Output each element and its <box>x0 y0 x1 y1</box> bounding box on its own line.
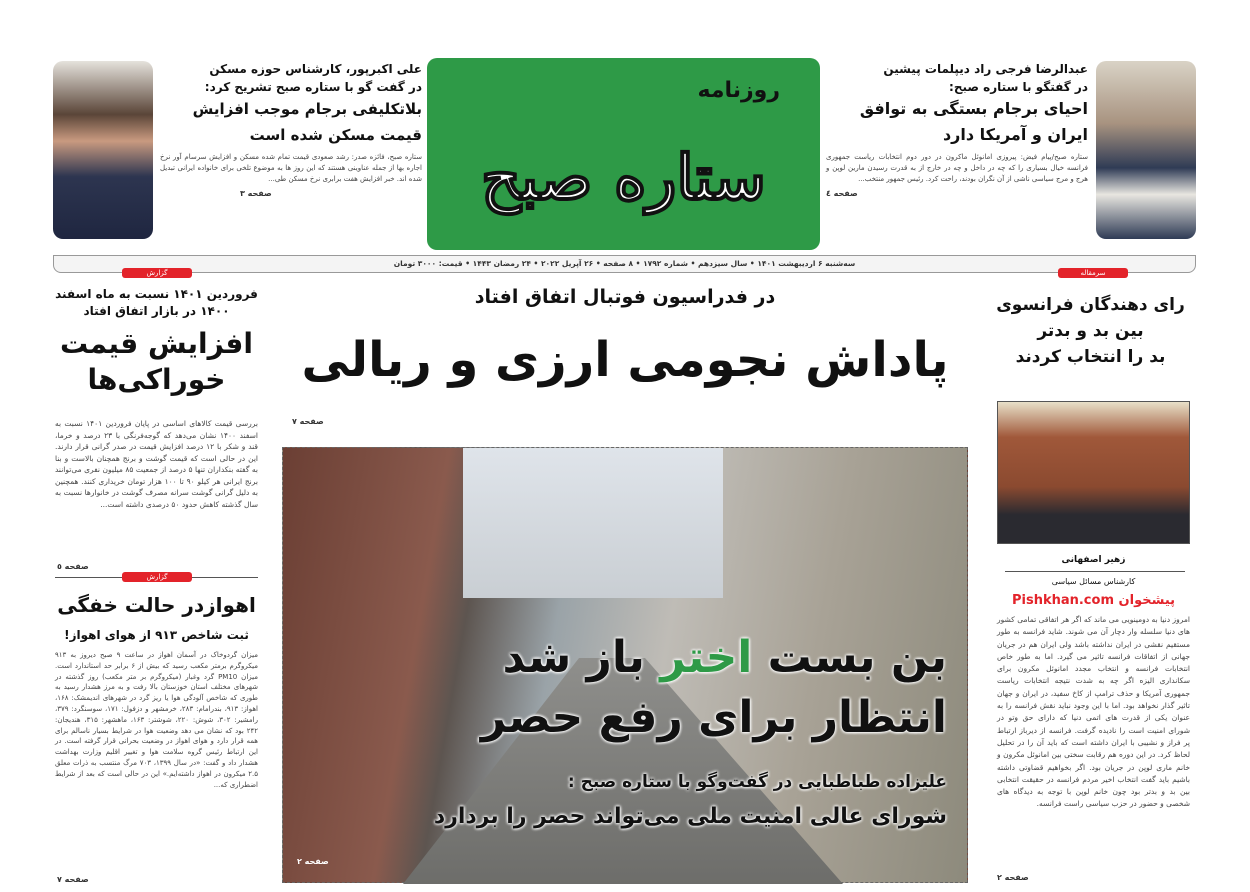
story-text: ستاره صبح، فائزه صدر: رشد صعودی قیمت تمام شده مسکن و افزایش سرسام آور نرخ اجاره بها از جمله عناوینی هستند که این روز ها به موضوع تلخی برای خانواده ایرانی تبدیل شده اند. خبر افزایش هفت برابری نرخ مسکن طی... <box>160 153 422 183</box>
farjirad-photo <box>1096 61 1196 239</box>
logo: ستاره صبح <box>481 141 766 214</box>
headline: ایران و آمریکا دارد <box>942 125 1088 144</box>
headline: احیای برجام بستگی به توافق <box>859 99 1088 118</box>
section-tag: سرمقاله <box>1058 268 1128 278</box>
photo-headline: باز شد <box>502 632 661 683</box>
main-kicker: در فدراسیون فوتبال اتفاق افتاد <box>474 286 776 308</box>
photo-subheadline: شورای عالی امنیت ملی می‌تواند حصر را بردارد <box>433 804 947 829</box>
photo-headline-green: اختر <box>660 632 753 683</box>
page-ref: صفحه ۲ <box>997 873 1029 882</box>
headline: قیمت مسکن شده است <box>249 126 422 144</box>
masthead[interactable] <box>427 58 820 250</box>
food-text: بررسی قیمت کالاهای اساسی در پایان فروردین ۱۴۰۱ نسبت به اسفند ۱۴۰۰ نشان می‌دهد که گوجه‌فرنگی با ۲۳ درصد و خرما، قند و شکر با ۱۲ درصد افزایش قیمت در صدر گرانی قرار دارند. این در حالی است که قیمت گوشت و برنج همچنان بالاست و بنا به گفته بنکداران تنها ۵ درصد از جمعیت ۸۵ میلیون نفری می‌توانند برنج ایرانی هر کیلو ۹۰ تا ۱۰۰ هزار تومان خریداری کنند. همچنین به دلیل گرانی گوشت سرانه مصرف گوشت در خانوارها نسبت به سال گذشته کاهش حدود ۵۰ درصدی داشته است... <box>55 419 258 509</box>
food-headline: خوراکی‌ها <box>87 363 226 396</box>
ahvaz-text: میزان گردوخاک در آسمان اهواز در ساعت ۹ صبح دیروز به ۹۱۳ میکروگرم برمتر مکعب رسید که بیش از ۶ برابر حد استاندارد است. میزان PM10 گرد وغبار (میکروگرم بر متر مکعب) روز گذشته در شهرهای مختلف استان خوزستان بالا رفت و به مرز هشدار رسید به طوری که شاخص آلودگی هوا یا ریز گرد در شهرهای اندیمشک: ۱۶۸، اهواز: ۹۱۳، بندرامام: ۲۸۳، خرمشهر و دزفول: ۱۷۱، سوسنگرد: ۳۷۹، رامشیر: ۳۰۲، شوش: ۲۲۰، شوشتر: ۱۶۳، ماهشهر: ۳۱۵، هندیجان: ۲۴۲ بود که نشان می دهد وضعیت هوا در شرایط بسیار ناسالم برای همه قرار دارد و هوای اهواز در وضعیت بحرانی قرار گرفته است. در این ارتباط رئیس گروه سلامت هوا و تغییر اقلیم وزارت بهداشت هشدار داد و گفت: «در سال ۱۳۹۹، ۷۰۳ مرگ منتسب به ذرات معلق ۲.۵ میکرون در اهواز داشته‌ایم.» این در حالی است که بعد از شرایط اضطراری که... <box>55 651 258 789</box>
page-ref: صفحه ۳ <box>240 189 272 198</box>
main-headline: پاداش نجومی ارزی و ریالی <box>301 332 949 388</box>
photo-headline: انتظار برای رفع حصر <box>480 692 947 743</box>
kicker: علی اکبرپور، کارشناس حوزه مسکن <box>209 62 422 76</box>
dateline: سه‌شنبه ۶ اردیبهشت ۱۴۰۱ • سال سیزدهم • شماره ۱۷۹۲ • ۸ صفحه • ۲۶ آپریل ۲۰۲۲ • ۲۴ رمضان ۱۴۴۳ • قیمت: ۳۰۰۰ تومان <box>393 259 856 268</box>
author-name: زهیر اصفهانی <box>1061 555 1126 565</box>
dateline-bar <box>53 255 1196 273</box>
photo-headline: بن بست <box>752 632 947 683</box>
section-tag: گزارش <box>122 572 192 582</box>
editorial-headline: رای دهندگان فرانسوی <box>996 295 1185 315</box>
sky <box>463 448 723 598</box>
page-ref: صفحه ۷ <box>292 417 324 426</box>
page-ref: صفحه ٤ <box>826 189 858 198</box>
food-kicker: فروردین ۱۴۰۱ نسبت به ماه اسفند ۱۴۰۰ در بازار اتفاق افتاد <box>55 287 258 318</box>
kicker: در گفت گو با ستاره صبح تشریح کرد: <box>204 80 422 94</box>
watermark: پیشخوان Pishkhan.com <box>1011 593 1176 608</box>
alley-photo[interactable] <box>282 447 968 883</box>
headline: بلاتکلیفی برجام موجب افزایش <box>192 100 422 118</box>
logo-prefix: روزنامه <box>697 78 780 103</box>
editorial-headline: بین بد و بدتر <box>1037 321 1144 341</box>
author-photo <box>997 401 1190 544</box>
food-headline: افزایش قیمت <box>60 327 253 360</box>
author-title: کارشناس مسائل سیاسی <box>1051 577 1136 586</box>
editorial-headline: بد را انتخاب کردند <box>1015 347 1166 367</box>
page-ref: صفحه ٥ <box>57 562 89 571</box>
kicker: عبدالرضا فرجی راد دیپلمات پیشین <box>883 62 1088 76</box>
editorial-text: امروز دنیا به دومینویی می ماند که اگر هر اتفاقی تمامی کشور های دنیا سلسله وار دچار آن می شوند. شاید فرانسه به طور مستقیم نقشی در ایران نداشته باشد ولی ایران هم در جریان جهانی از اتفاقات فرانسه تاثیر می گیرد. اما به طور خاص انتخابات فرانسه و انتخاب مجدد امانوئل مکرون برای سکانداری الیزه اگر چه به شدت نتیجه انتخابات ریاست جمهوری آمریکا و حذف ترامپ از کاخ سفید، در ایران و جهان تاثیر گذار نخواهد بود. اما با این وجود نباید نقش فرانسه را به عنوان یکی از قدرت های اتمی دنیا که دارای حق وتو در شورای امنیت است را نادیده گرفت. فرانسه از دیرباز ارتباط پر فراز و نشیبی با ایران داشته است که باید آن را در تحلیل لحاظ کرد. در این دوره هم رقابت سختی بین امانوئل مکرون و خانم ماری لوپن در جریان بود. اگر بخواهیم قضاوتی داشته باشیم باید گفت انتخاب اخیر مردم فرانسه در حقیقت انتخابی بین بد و بدتر بود چون خانم لوپن با توجه به دیدگاه های شخصی و حضور در حزب سیاسی راست فرانسه. <box>997 615 1190 809</box>
story-text: ستاره صبح/پیام فیض: پیروزی امانوئل ماکرون در دور دوم انتخابات ریاست جمهوری فرانسه خیال بسیاری را که چه در داخل و چه در خارج از به قدرت رسیدن مارین لوپن و هرج و مرج سیاسی ناشی از آن نگران بودند، راحت کرد. رئیس جمهور منتخب... <box>826 153 1088 183</box>
photo-kicker: علیزاده طباطبایی در گفت‌وگو با ستاره صبح : <box>567 772 947 792</box>
page-ref: صفحه ۷ <box>57 875 89 884</box>
kicker: در گفتگو با ستاره صبح: <box>949 80 1088 94</box>
section-tag: گزارش <box>122 268 192 278</box>
ahvaz-subheadline: ثبت شاخص ۹۱۳ از هوای اهواز! <box>64 628 249 642</box>
page-ref: صفحه ۲ <box>297 857 329 866</box>
ahvaz-headline: اهوازدر حالت خفگی <box>57 593 256 617</box>
akbarpour-photo <box>53 61 153 239</box>
